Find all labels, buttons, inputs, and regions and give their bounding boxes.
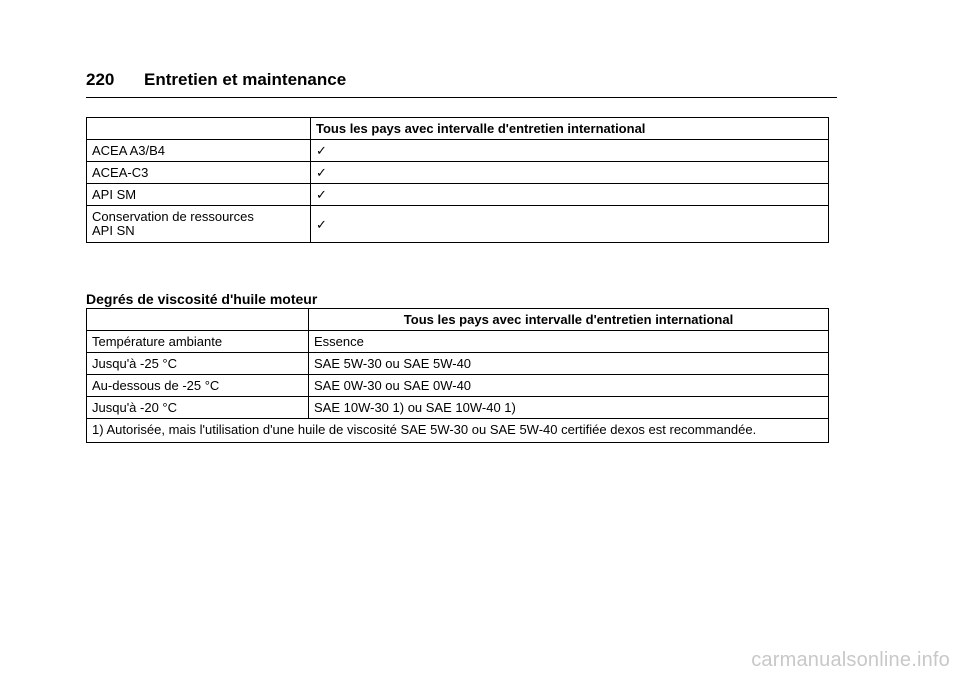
spec-label: ACEA-C3	[87, 162, 311, 184]
footnote-row	[87, 419, 829, 443]
spec-label	[87, 206, 311, 243]
footnote: 1) Autorisée, mais l'utilisation d'une huile de viscosité SAE 5W-30 ou SAE 5W-40 certifiée dexos est recommandée.	[87, 419, 829, 443]
watermark: carmanualsonline.info	[751, 649, 950, 671]
spec-label-line1: Conservation de ressources	[92, 209, 254, 224]
header-cell: Tous les pays avec intervalle d'entretien international	[309, 309, 829, 331]
temp-cell: Jusqu'à -25 °C	[87, 353, 309, 375]
subheader-temp: Température ambiante	[87, 331, 309, 353]
check-icon: ✓	[311, 162, 829, 184]
grade-cell: SAE 0W-30 ou SAE 0W-40	[309, 375, 829, 397]
table-row	[87, 140, 829, 162]
page-number: 220	[86, 70, 115, 89]
table-subheader-row	[87, 331, 829, 353]
check-icon: ✓	[311, 184, 829, 206]
header-cell: Tous les pays avec intervalle d'entretien international	[311, 118, 829, 140]
grade-cell: SAE 10W-30 1) ou SAE 10W-40 1)	[309, 397, 829, 419]
page-header	[86, 70, 346, 90]
table-row	[87, 206, 829, 243]
viscosity-table	[86, 308, 829, 443]
table-row	[87, 353, 829, 375]
viscosity-heading: Degrés de viscosité d'huile moteur	[86, 291, 318, 307]
table-header-row	[87, 309, 829, 331]
temp-cell: Jusqu'à -20 °C	[87, 397, 309, 419]
check-icon: ✓	[311, 206, 829, 243]
spec-label-line2: API SN	[92, 223, 135, 238]
header-empty-cell	[87, 309, 309, 331]
table-row	[87, 184, 829, 206]
oil-spec-table	[86, 117, 829, 243]
grade-cell: SAE 5W-30 ou SAE 5W-40	[309, 353, 829, 375]
section-title: Entretien et maintenance	[144, 70, 347, 89]
table-row	[87, 375, 829, 397]
table-header-row	[87, 118, 829, 140]
spec-label: API SM	[87, 184, 311, 206]
table-row	[87, 162, 829, 184]
table-row	[87, 397, 829, 419]
temp-cell: Au-dessous de -25 °C	[87, 375, 309, 397]
header-rule	[86, 97, 837, 98]
header-empty-cell	[87, 118, 311, 140]
subheader-fuel: Essence	[309, 331, 829, 353]
spec-label: ACEA A3/B4	[87, 140, 311, 162]
check-icon: ✓	[311, 140, 829, 162]
